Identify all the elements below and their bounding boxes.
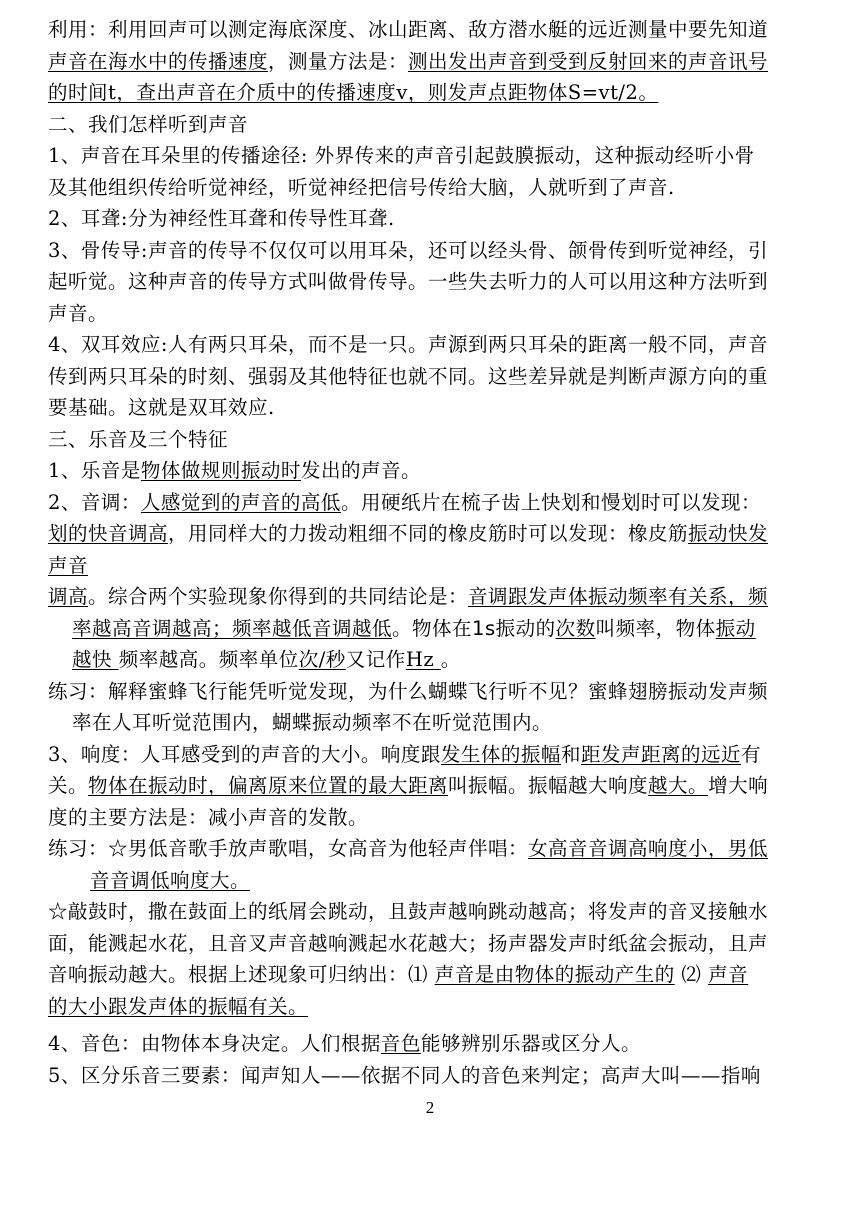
- text-segment: 振动的: [495, 616, 556, 640]
- text-segment: 1、乐音是: [48, 459, 141, 482]
- text-segment: 2、耳聋:分为神经性耳聋和传导性耳聋.: [48, 207, 395, 230]
- underlined-text: 物体做规则振动时: [140, 459, 301, 482]
- text-segment: 1s: [472, 616, 496, 640]
- text-segment: 有: [740, 742, 761, 766]
- text-line: [48, 140, 814, 172]
- text-segment: 和: [560, 742, 581, 766]
- text-line: [48, 991, 814, 1023]
- text-segment: 4、双耳效应:人有两只耳朵，而不是一只。声源到两只耳朵的距离一般不同，声音: [48, 333, 768, 356]
- underlined-text: 声音: [48, 553, 89, 577]
- text-segment: 3、响度：人耳感受到的声音的大小。响度跟: [48, 742, 441, 766]
- text-segment: 二、我们怎样听到声音: [48, 112, 249, 136]
- text-line: [48, 896, 814, 928]
- text-line: [48, 46, 814, 78]
- text-line: [48, 833, 814, 865]
- text-segment: 。用硬纸片在梳子齿上快划和慢划时可以发现：: [340, 490, 761, 514]
- text-segment: 要基础。这就是双耳效应.: [48, 396, 275, 419]
- underlined-text: 物体在振动时，偏离原来位置的最大距离: [88, 774, 449, 797]
- text-line: [48, 455, 814, 487]
- underlined-text: 的时间t，查出声音在介质中的传播速度v，则发声点距物体S=vt/2。: [48, 81, 659, 104]
- underlined-text: 音色: [380, 1032, 421, 1055]
- document-body: [48, 14, 814, 1091]
- text-line: [48, 802, 814, 834]
- text-segment: 1、声音在耳朵里的传播途径: 外界传来的声音引起鼓膜振动，这种振动经听小骨: [48, 144, 755, 167]
- underlined-text: 人感觉到的声音的高低: [140, 490, 341, 514]
- underlined-text: 声音: [708, 963, 749, 986]
- text-line: [48, 298, 814, 330]
- text-line: [48, 361, 814, 393]
- text-segment: 频率越高。频率单位: [118, 648, 299, 671]
- text-line: [48, 865, 814, 897]
- text-line: [48, 550, 814, 582]
- text-segment: 起听觉。这种声音的传导方式叫做骨传导。一些失去听力的人可以用这种方法听到: [48, 270, 769, 293]
- underlined-text: 次/秒: [298, 648, 346, 671]
- text-line: [48, 770, 814, 802]
- text-line: [48, 235, 814, 267]
- underlined-text: Hz: [405, 648, 441, 671]
- text-line: [48, 109, 814, 141]
- text-segment: ⑵: [674, 963, 709, 986]
- text-segment: 又记作: [345, 648, 406, 671]
- underlined-text: 调高: [48, 585, 89, 608]
- text-segment: 5、区分乐音三要素：闻声知人——依据不同人的音色来判定；高声大叫——指响: [48, 1063, 761, 1087]
- text-line: [48, 644, 814, 676]
- text-segment: 练习：解释蜜蜂飞行能凭听觉发现，为什么蝴蝶飞行听不见？蜜蜂翅膀振动发声频: [48, 679, 769, 703]
- underlined-text: 率越高音调越高；频率越低音调越低: [72, 616, 393, 640]
- underlined-text: 划的快音调高: [48, 522, 169, 545]
- text-segment: 度的主要方法是：减小声音的发散。: [48, 805, 369, 829]
- text-line: [48, 424, 814, 456]
- underlined-text: 声音在海水中的传播速度: [48, 49, 269, 73]
- underlined-text: 测出发出声音到受到反射回来的声音讯号: [408, 49, 769, 73]
- text-line: [48, 172, 814, 204]
- text-segment: 关。: [48, 774, 89, 797]
- text-segment: 发出的声音。: [300, 459, 421, 482]
- text-line: [48, 707, 814, 739]
- text-line: [48, 613, 814, 645]
- text-line: [48, 928, 814, 960]
- text-line: [48, 14, 814, 46]
- text-segment: 能够辨别乐器或区分人。: [420, 1032, 641, 1055]
- underlined-text: 音调跟发声体振动频率有关系，频: [468, 585, 769, 608]
- text-segment: 面，能溅起水花，且音叉声音越响溅起水花越大；扬声器发声时纸盆会振动，且声: [48, 931, 769, 955]
- text-segment: 3、骨传导:声音的传导不仅仅可以用耳朵，还可以经头骨、颌骨传到听觉神经，引: [48, 238, 768, 262]
- underlined-text: 音音调低响度大。: [90, 868, 251, 892]
- underlined-text: 女高音音调高响度小，男低: [528, 837, 769, 860]
- text-segment: 。物体在: [392, 616, 473, 640]
- underlined-text: 越快: [72, 648, 119, 671]
- underlined-text: 的大小跟发声体的振幅有关。: [48, 994, 309, 1018]
- text-segment: 。: [440, 648, 461, 671]
- underlined-text: 振动快发: [688, 522, 769, 545]
- text-segment: 传到两只耳朵的时刻、强弱及其他特征也就不同。这些差异就是判断声源方向的重: [48, 364, 769, 388]
- text-segment: 利用：利用回声可以测定海底深度、冰山距离、敌方潜水艇的远近测量中要先知道: [48, 18, 769, 41]
- text-line: [48, 676, 814, 708]
- underlined-text: 次数: [555, 616, 596, 640]
- text-segment: 练习：☆男低音歌手放声歌唱，女高音为他轻声伴唱：: [48, 837, 529, 860]
- text-line: [48, 329, 814, 361]
- underlined-text: 越大。: [648, 774, 709, 797]
- underlined-text: 振动: [715, 616, 756, 640]
- text-segment: ，用同样大的力拨动粗细不同的橡皮筋时可以发现：橡皮筋: [168, 522, 689, 545]
- underlined-text: 声音是由物体的振动产生的: [434, 963, 675, 986]
- underlined-text: 发生体的振幅: [440, 742, 561, 766]
- text-line: [48, 77, 814, 109]
- text-line: [48, 518, 814, 550]
- text-line: [48, 739, 814, 771]
- text-line: [48, 266, 814, 298]
- text-segment: 2、音调：: [48, 490, 141, 514]
- text-line: [48, 1060, 814, 1092]
- text-segment: 率在人耳听觉范围内，蝴蝶振动频率不在听觉范围内。: [72, 711, 553, 734]
- text-line: [48, 203, 814, 235]
- text-segment: 三、乐音及三个特征: [48, 427, 229, 451]
- text-segment: 。综合两个实验现象你得到的共同结论是：: [88, 585, 469, 608]
- text-segment: 音响振动越大。根据上述现象可归纳出：⑴: [48, 963, 435, 986]
- text-line: [48, 959, 814, 991]
- text-segment: 增大响: [708, 774, 769, 797]
- text-line: [48, 1028, 814, 1060]
- text-line: [48, 487, 814, 519]
- text-segment: ☆敲鼓时，撒在鼓面上的纸屑会跳动，且鼓声越响跳动越高；将发声的音叉接触水: [48, 900, 769, 923]
- text-segment: 4、音色：由物体本身决定。人们根据: [48, 1032, 381, 1055]
- text-segment: ，测量方法是：: [268, 49, 409, 73]
- text-line: [48, 581, 814, 613]
- underlined-text: 距发声距离的远近: [580, 742, 741, 766]
- text-segment: 声音。: [48, 301, 109, 325]
- text-segment: 叫频率，物体: [595, 616, 716, 640]
- text-segment: 叫振幅。振幅越大响度: [448, 774, 649, 797]
- text-segment: 及其他组织传给听觉神经，听觉神经把信号传给大脑，人就听到了声音.: [48, 175, 675, 199]
- text-line: [48, 392, 814, 424]
- page-number: 2: [425, 1098, 435, 1117]
